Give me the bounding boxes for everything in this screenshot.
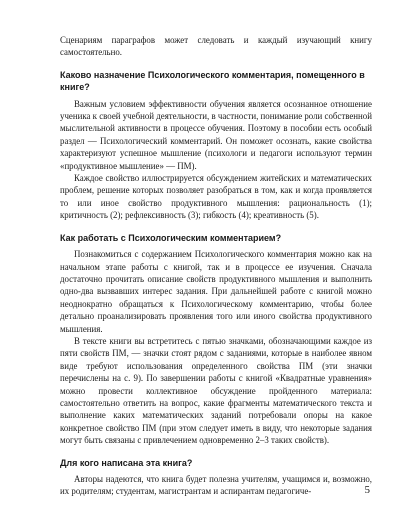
paragraph: Важным условием эффективности обучения является осознанное отношение ученика к своей учебной деятельности, в частности, понимание роли собственной мыслительной активности в процессе обучения. Поэтому в пособии есть особый раздел — Психологический комментарий. Он поможет осознать, какие свойства характеризуют успешное мышление (психологи и педагоги используют термин «продуктивное мышление» — ПМ). [60,98,372,171]
paragraph: Познакомиться с содержанием Психологического комментария можно как на начальном этапе работы с книгой, так и в процессе ее изучения. Сначала достаточно прочитать описание свойств продуктивного мышления и выполнить одно-два вызвавших интерес задания. При дальнейшей работе с книгой можно неоднократно обращаться к Психологическому комментарию, чтобы более детально проанализировать проявления того или иного свойства продуктивного мышления. [60,249,372,334]
paragraph: Сценариям параграфов может следовать и каждый изучающий книгу самостоятельно. [60,35,372,58]
section-heading: Каково назначение Психологического комментария, помещенного в книге? [60,69,365,93]
page-number: 5 [364,484,370,496]
paragraph: В тексте книги вы встретитесь с пятью значками, обозначающими каждое из пяти свойств ПМ, — значки стоят рядом с заданиями, которые в наиболее явном виде требуют использования определенного свойства ПМ (эти значки перечислены на с. 9). По завершении работы с книгой «Квадратные уравнения» можно провести коллективное обсуждение пройденного материала: самостоятельно ответить на вопрос, какие фрагменты математического текста и выполнение каких математических заданий потребовали опоры на какое конкретное свойство ПМ (при этом следует иметь в виду, что некоторые задания могут быть связаны с привлечением одновременно 2–3 таких свойств). [60,335,372,446]
page-content [60,34,372,498]
section-heading: Как работать с Психологическим комментарием? [60,232,282,243]
section-heading: Для кого написана эта книга? [60,457,193,468]
paragraph: Авторы надеются, что книга будет полезна учителям, учащимся и, возможно, их родителям; студентам, магистрантам и аспирантам педагогиче- [60,474,372,497]
paragraph: Каждое свойство иллюстрируется обсуждением житейских и математических проблем, решение которых позволяет разобраться в том, как и когда проявляется то или иное свойство продуктивного мышления: рациональность (1); критичность (2); рефлексивность (3); гибкость (4); креативность (5). [60,173,372,221]
